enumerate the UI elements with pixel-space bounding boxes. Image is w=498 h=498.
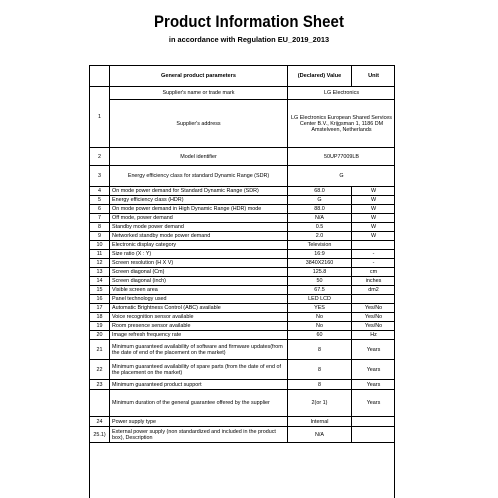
row-number: 24	[90, 417, 110, 427]
table-row	[90, 304, 396, 313]
table-row	[90, 295, 396, 304]
row-attribute: Room presence sensor available	[110, 322, 288, 331]
table-row	[90, 87, 396, 100]
row-number: 25.1)	[90, 427, 110, 443]
row-value: 3840X2160	[288, 259, 352, 268]
row-value: 2.0	[288, 232, 352, 241]
row-attribute: Visible screen area	[110, 286, 288, 295]
row-unit	[352, 427, 396, 443]
row-attribute: Screen resolution (H X V)	[110, 259, 288, 268]
row-value: LG Electronics European Shared Services Center B.V., Krijgsman 1, 1186 DM Amstelveen, Netherlands	[288, 100, 396, 148]
table-row	[90, 241, 396, 250]
row-value: No	[288, 313, 352, 322]
row-unit: W	[352, 187, 396, 196]
row-unit: Yes/No	[352, 313, 396, 322]
row-value: G	[288, 196, 352, 205]
row-attribute: Networked standby mode power demand	[110, 232, 288, 241]
row-number: 4	[90, 187, 110, 196]
row-unit: Yes/No	[352, 304, 396, 313]
table-row	[90, 360, 396, 380]
row-value: 50	[288, 277, 352, 286]
table-row	[90, 232, 396, 241]
row-value: 125.8	[288, 268, 352, 277]
row-number: 7	[90, 214, 110, 223]
row-value: 67.5	[288, 286, 352, 295]
row-value: 68.0	[288, 187, 352, 196]
row-value: Internal	[288, 417, 352, 427]
row-value: 60	[288, 331, 352, 340]
page-title: Product Information Sheet	[153, 12, 345, 31]
table-row	[90, 223, 396, 232]
row-attribute: Off mode, power demand	[110, 214, 288, 223]
table-row	[90, 148, 396, 166]
row-unit: dm2	[352, 286, 396, 295]
row-attribute: Standby mode power demand	[110, 223, 288, 232]
header-num-cell	[90, 66, 110, 87]
row-number: 15	[90, 286, 110, 295]
row-number: 17	[90, 304, 110, 313]
row-number: 11	[90, 250, 110, 259]
row-unit: Yes/No	[352, 322, 396, 331]
row-attribute: Minimum guaranteed availability of spare parts (from the date of end of the placement on the market)	[110, 360, 288, 380]
table-row	[90, 166, 396, 187]
row-unit: W	[352, 223, 396, 232]
row-number: 2	[90, 148, 110, 166]
row-value: 50UP77009LB	[288, 148, 396, 166]
row-unit: -	[352, 250, 396, 259]
row-unit: W	[352, 232, 396, 241]
table-row	[90, 187, 396, 196]
row-attribute: Energy efficiency class (HDR)	[110, 196, 288, 205]
row-unit: Years	[352, 380, 396, 390]
row-attribute: Screen diagonal (inch)	[110, 277, 288, 286]
table-header-row	[90, 66, 396, 87]
row-number: 8	[90, 223, 110, 232]
table-row	[90, 214, 396, 223]
row-attribute: Supplier's name or trade mark	[110, 87, 288, 100]
row-number: 21	[90, 340, 110, 360]
row-value: G	[288, 166, 396, 187]
table-row	[90, 331, 396, 340]
table-row	[90, 250, 396, 259]
row-attribute: Panel technology used	[110, 295, 288, 304]
row-unit: cm	[352, 268, 396, 277]
row-value: 2(or 1)	[288, 390, 352, 417]
row-unit: inches	[352, 277, 396, 286]
row-unit: Years	[352, 360, 396, 380]
row-value: 88.0	[288, 205, 352, 214]
row-value: Television	[288, 241, 352, 250]
row-number: 20	[90, 331, 110, 340]
row-attribute: Supplier's address	[110, 100, 288, 148]
row-number: 10	[90, 241, 110, 250]
table-row	[90, 268, 396, 277]
row-unit: -	[352, 259, 396, 268]
row-number: 13	[90, 268, 110, 277]
table-row	[90, 277, 396, 286]
row-attribute: Minimum duration of the general guarantee offered by the supplier	[110, 390, 288, 417]
row-number: 16	[90, 295, 110, 304]
row-attribute: On mode power demand for Standard Dynamic Range (SDR)	[110, 187, 288, 196]
row-number	[90, 390, 110, 417]
row-number: 14	[90, 277, 110, 286]
row-attribute: Energy efficiency class for standard Dynamic Range (SDR)	[110, 166, 288, 187]
row-number: 18	[90, 313, 110, 322]
row-value: YES	[288, 304, 352, 313]
row-value: LED LCD	[288, 295, 352, 304]
row-attribute: Voice recognition sensor available	[110, 313, 288, 322]
table-row	[90, 417, 396, 427]
row-attribute: Model identifier	[110, 148, 288, 166]
row-number: 3	[90, 166, 110, 187]
row-value: No	[288, 322, 352, 331]
row-attribute: Size ratio (X : Y)	[110, 250, 288, 259]
header-params-cell: General product parameters	[110, 66, 288, 87]
row-unit	[352, 417, 396, 427]
table-row	[90, 286, 396, 295]
row-value: LG Electronics	[288, 87, 396, 100]
table-row	[90, 100, 396, 148]
table-row	[90, 313, 396, 322]
table-row	[90, 340, 396, 360]
row-attribute: Minimum guaranteed product support	[110, 380, 288, 390]
row-value: 16:9	[288, 250, 352, 259]
page-subtitle: in accordance with Regulation EU_2019_2013	[168, 35, 330, 44]
table-row	[90, 390, 396, 417]
row-attribute: Screen diagonal (Cm)	[110, 268, 288, 277]
header-unit-cell: Unit	[352, 66, 396, 87]
row-unit: Hz	[352, 331, 396, 340]
row-attribute: Automatic Brightness Control (ABC) available	[110, 304, 288, 313]
row-unit: W	[352, 214, 396, 223]
parameters-table-frame	[89, 65, 395, 498]
row-number: 19	[90, 322, 110, 331]
row-number: 9	[90, 232, 110, 241]
row-number: 5	[90, 196, 110, 205]
row-value: N/A	[288, 427, 352, 443]
row-value: 8	[288, 340, 352, 360]
row-attribute: On mode power demand in High Dynamic Range (HDR) mode	[110, 205, 288, 214]
row-unit	[352, 241, 396, 250]
row-unit	[352, 295, 396, 304]
row-attribute: External power supply (non standardized and included in the product box), Description	[110, 427, 288, 443]
row-value: 8	[288, 360, 352, 380]
row-value: N/A	[288, 214, 352, 223]
row-unit: W	[352, 196, 396, 205]
row-number: 12	[90, 259, 110, 268]
row-number: 1	[90, 87, 110, 148]
row-unit: Years	[352, 390, 396, 417]
row-number: 6	[90, 205, 110, 214]
header-value-cell: (Declared) Value	[288, 66, 352, 87]
row-value: 0.5	[288, 223, 352, 232]
row-unit: W	[352, 205, 396, 214]
table-row	[90, 322, 396, 331]
table-row	[90, 205, 396, 214]
row-attribute: Power supply type	[110, 417, 288, 427]
row-value: 8	[288, 380, 352, 390]
row-number: 22	[90, 360, 110, 380]
row-attribute: Minimum guaranteed availability of software and firmware updates(from the date of end of the placement on the market)	[110, 340, 288, 360]
row-unit: Years	[352, 340, 396, 360]
table-row	[90, 259, 396, 268]
table-row	[90, 380, 396, 390]
row-attribute: Image refresh frequency rate	[110, 331, 288, 340]
parameters-table	[89, 65, 395, 443]
row-attribute: Electronic display category	[110, 241, 288, 250]
table-row	[90, 427, 396, 443]
table-row	[90, 196, 396, 205]
row-number: 23	[90, 380, 110, 390]
